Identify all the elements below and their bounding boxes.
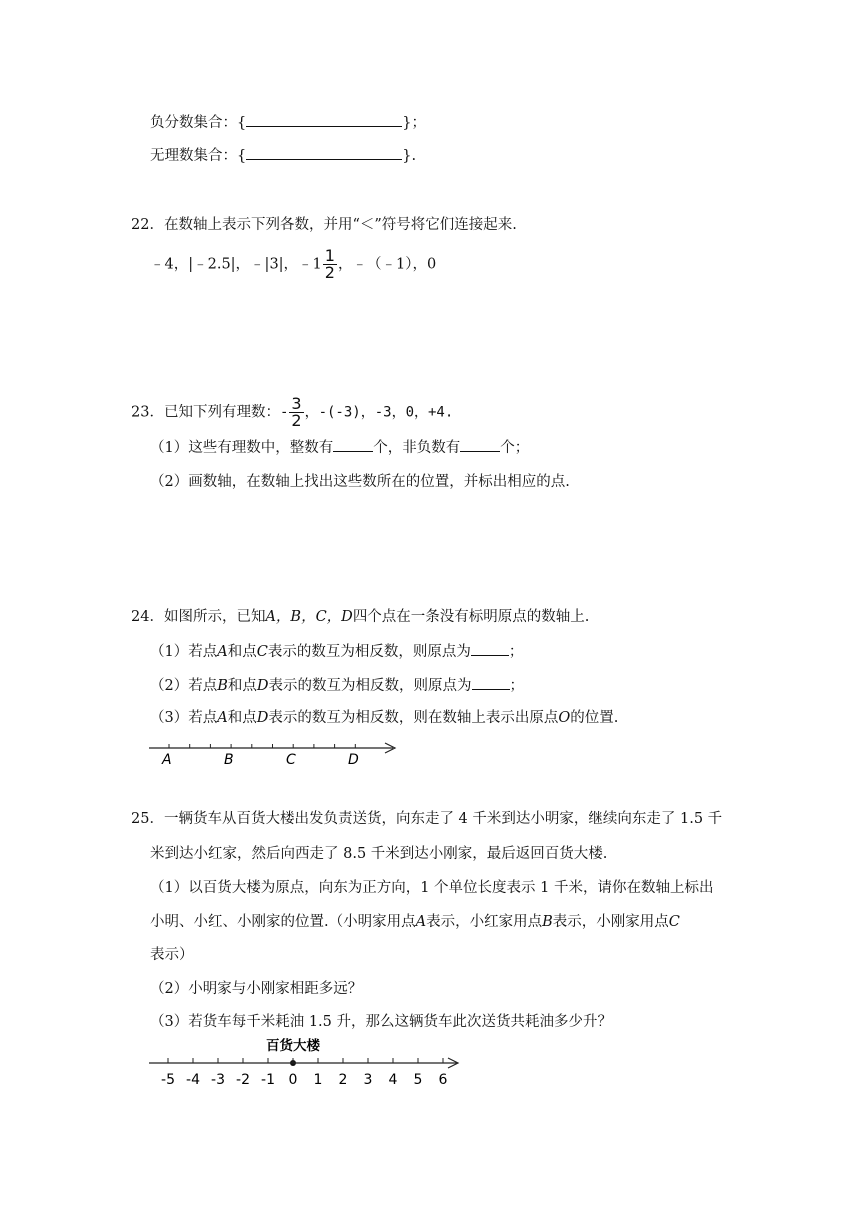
point-label: D — [256, 678, 269, 694]
question-24-part-3 — [150, 708, 618, 728]
point-label: B — [217, 678, 228, 694]
axis-tick-label: -1 — [261, 1072, 275, 1088]
axis-label-d: D — [348, 752, 359, 768]
axis-ticks — [168, 1058, 443, 1063]
part-text: 表示的数互为相反数，则原点为 — [267, 644, 471, 660]
part-text: （1）这些有理数中，整数有 — [150, 440, 334, 456]
question-25-line-3: （1）以百货大楼为原点，向东为正方向，1 个单位长度表示 1 千米，请你在数轴上标出 — [150, 880, 714, 896]
answer-blank[interactable] — [460, 437, 500, 452]
axis-tick-label: 2 — [338, 1072, 348, 1088]
answer-blank[interactable] — [333, 437, 373, 452]
part-text: ； — [509, 678, 525, 694]
set-close: }； — [402, 115, 426, 131]
axis-label-c: C — [286, 752, 296, 768]
fraction-three-halves — [289, 396, 303, 429]
axis-tick-label: -3 — [211, 1072, 225, 1088]
part-text: 表示，小刚家用点 — [552, 914, 669, 930]
negative-fraction-set-line — [150, 112, 426, 133]
axis-tick-label: 4 — [388, 1072, 398, 1088]
answer-blank[interactable] — [246, 112, 402, 127]
part-text: 和点 — [227, 710, 257, 726]
point-label: C — [256, 644, 268, 660]
point-label: A — [415, 914, 427, 930]
question-24-part-2 — [150, 675, 524, 696]
part-text: 和点 — [227, 644, 257, 660]
part-text: 的位置. — [570, 710, 619, 726]
part-text: 表示，小红家用点 — [426, 914, 543, 930]
question-24-part-1 — [150, 641, 523, 662]
point-names: A，B，C，D — [265, 609, 353, 625]
axis-tick-label: 6 — [438, 1072, 448, 1088]
set-close: }. — [402, 148, 417, 164]
question-23-part-2: （2）画数轴，在数轴上找出这些数所在的位置，并标出相应的点. — [150, 474, 570, 490]
axis-tick-label: -5 — [161, 1072, 175, 1088]
part-text: 个，非负数有 — [373, 440, 461, 456]
fraction-denominator: 2 — [324, 263, 335, 282]
axis-title: 百货大楼 — [266, 1038, 320, 1054]
axis-tick-labels — [161, 1072, 448, 1088]
question-25-line-1: 25．一辆货车从百货大楼出发负责送货，向东走了 4 千米到达小明家，继续向东走了 1.5 千 — [131, 811, 723, 827]
question-25-part-2: （2）小明家与小刚家相距多远？ — [150, 981, 363, 997]
numbers-part-b: ，﹣（﹣1），0 — [337, 256, 437, 273]
question-23-text: 23．已知下列有理数： — [131, 404, 280, 421]
minus-sign: - — [279, 404, 289, 421]
part-text: 表示的数互为相反数，则在数轴上表示出原点 — [268, 710, 559, 726]
point-label: O — [558, 710, 571, 726]
point-label: B — [542, 914, 553, 930]
axis-label-b: B — [224, 752, 234, 768]
question-22-stem: 22．在数轴上表示下列各数，并用“＜”符号将它们连接起来. — [131, 217, 517, 233]
part-text: 和点 — [227, 678, 257, 694]
answer-blank[interactable] — [472, 675, 510, 690]
axis-tick-label: -4 — [186, 1072, 200, 1088]
point-label: C — [668, 914, 680, 930]
stem-text: 24．如图所示，已知 — [131, 609, 266, 625]
question-24-stem — [131, 607, 589, 627]
part-text: （3）若点 — [150, 710, 218, 726]
part-text: ； — [508, 644, 524, 660]
number-line-store — [145, 1034, 465, 1092]
question-23-part-1 — [150, 437, 529, 458]
numbers-part-a: ﹣4，|﹣2.5|，﹣|3|，﹣1 — [150, 256, 322, 273]
answer-blank[interactable] — [246, 145, 402, 160]
fraction-numerator: 3 — [291, 394, 302, 413]
axis-tick-label: 1 — [313, 1072, 323, 1088]
point-label: A — [217, 644, 228, 660]
irrational-set-label: 无理数集合：{ — [150, 148, 247, 164]
axis-tick-label: 3 — [363, 1072, 373, 1088]
part-text: （1）若点 — [150, 644, 218, 660]
question-25-line-5: 表示） — [150, 947, 194, 963]
point-label: A — [217, 710, 228, 726]
answer-blank[interactable] — [471, 641, 509, 656]
question-22-numbers — [150, 248, 436, 281]
axis-label-a: A — [162, 752, 172, 768]
stem-text: 四个点在一条没有标明原点的数轴上. — [352, 609, 590, 625]
fraction-numerator: 1 — [324, 246, 335, 265]
irrational-set-line — [150, 145, 416, 166]
question-25-line-4 — [150, 912, 680, 932]
question-25-line-2: 米到达小红家，然后向西走了 8.5 千米到达小刚家，最后返回百货大楼. — [150, 846, 608, 862]
part-text: （2）若点 — [150, 678, 218, 694]
part-text: 个； — [500, 440, 530, 456]
axis-tick-label: 5 — [413, 1072, 423, 1088]
part-text: 表示的数互为相反数，则原点为 — [268, 678, 472, 694]
question-25-part-3: （3）若货车每千米耗油 1.5 升，那么这辆货车此次送货共耗油多少升？ — [150, 1014, 613, 1030]
question-23-stem — [131, 396, 453, 429]
part-text: 小明、小红、小刚家的位置.（小明家用点 — [150, 914, 416, 930]
rational-number-list: ，-(-3)，-3，0，+4. — [304, 404, 454, 421]
number-line-abcd — [145, 736, 415, 772]
point-label: D — [256, 710, 269, 726]
axis-tick-label: 0 — [288, 1072, 298, 1088]
fraction-one-half — [323, 248, 337, 281]
negative-fraction-set-label: 负分数集合：{ — [150, 115, 247, 131]
axis-tick-label: -2 — [236, 1072, 250, 1088]
fraction-denominator: 2 — [291, 411, 302, 430]
